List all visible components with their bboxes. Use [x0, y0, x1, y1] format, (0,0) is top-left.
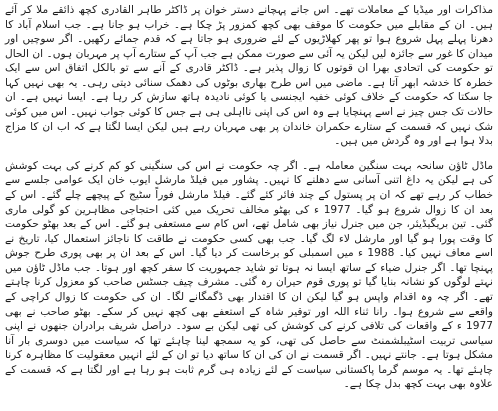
article-paragraph: ماڈل ٹاؤن سانحہ بہت سنگین معاملہ ہے۔ اگر چہ حکومت نے اس کی سنگینی کو کم کرنے کی بہت کوشش کی ہے لیکن یہ داغ اتنی آسانی سے دھلنے کا نہیں۔ پشاور میں فیلڈ مارشل ایوب خان ایک عوامی جلسے سے خطاب کر رہے تھے کہ ان پر پستول کے چند فائر کئے گئے۔ فیلڈ مارشل فوراً سٹیج کے پیچھے چلے گئے۔ اس کے بعد ان کا زوال شروع ہو گیا۔ 1977 ء کی بھٹو مخالف تحریک میں کئی احتجاجی مظاہرین کو گولی ماری گئی۔ تین بریگیڈیئر، جن میں جنرل نیاز بھی شامل تھے، اس کام سے مستعفی ہو گئے۔ اس کے بعد بھٹو حکومت کا وقت پورا ہو گیا اور مارشل لاء لگ گیا۔ جب بھی کسی حکومت نے طاقت کا ناجائز استعمال کیا، تاریخ نے اسے معاف نہیں کیا۔ 1988 ء میں اسمبلی کو برخاست کر دیا گیا۔ اس کے بعد ان پر بھی پوری طرح جوش پہنچا تھا۔ اگر جنرل ضیاء کے ساتھ ایسا نہ ہوتا تو شاید جمہوریت کا سفر کچھ اور ہوتا۔ جب ماڈل ٹاؤن میں نہتے لوگوں کو نشانہ بنایا گیا تو پوری قوم حیران رہ گئی۔ مشرف چیف جسٹس صاحب کو معزول کرنا چاہتے تھے۔ اگر چہ وہ اقدام واپس ہو گیا لیکن ان کا اقتدار بھی ڈگمگانے لگا۔ ان کی حکومت کا زوال کراچی کے واقعے سے شروع ہوا۔ رانا ثناء اللہ اور توقیر شاہ کے استعفے بھی کچھ نہیں کر سکے۔ بھٹو صاحب نے بھی 1977 ء کے واقعات کی تلافی کرنے کی کوشش کی تھی لیکن بے سود۔ دراصل شریف برادران جنھوں نے اپنی سیاسی تربیت اسٹیبلشمنٹ سے حاصل کی تھی، کو یہ سمجھ لینا چاہئے تھا کہ سیاست میں دوسری بار آنا مشکل ہوتا ہے۔ جانتے نہیں۔ اگر قسمت نے ان کی ان کا ساتھ دیا تو ان کے لئے انہیں معقولیت کا مظاہرہ کرنا چاہئے تھا۔ یہ موسم گرما پاکستانی سیاست کے لئے زیادہ ہی گرم ثابت ہو رہا ہے اور لگتا ہے کہ قسمت کے علاوہ بھی بہت کچھ بدل چکا ہے۔	[5, 159, 493, 391]
article-paragraph: مذاکرات اور میڈیا کے معاملات تھے۔ اس جانے پہچانے دستر خوان پر ڈاکٹر طاہر القادری کچھ ذائقے ملا کر آئے ہیں۔ ان کے مقابلے میں حکومت کا موقف بھی کچھ کمزور پڑ چکا ہے۔ خراب ہو جانا ہے۔ جب اسلام آباد کا دھرنا پہلے پہل شروع ہوا تو پھر کھلاڑیوں کے لئے ضروری ہو جاتا ہے کہ قدم جمائے رکھیں۔ اگر سوچیں اور میدان کا غور سے جائزہ لیں لیکن یہ آئی سے صورت ممکن ہے جب آپ کے ستارے آپ پر مہربان ہوں۔ ان الحال تو حکومت کی اتحادی بھرا ان قوتوں کا زوال پذیر ہے۔ ڈاکٹر قادری کے آنے سے تو بالکل اتفاق اس سے ایک خطرہ کا خدشہ ابھر آتا ہے۔ ماضی میں اس طرح بھاری بوٹوں کی دھمک سنائی دیتی رہی۔ یہ بھی نہیں کہا جا سکتا کہ حکومت کے خلاف کوئی خفیہ ایجنسی یا کوئی نادیدہ ہاتھ سازش کر رہا ہے۔ ایسا نہیں ہے۔ ان حالات تک جس چیز نے اسے پہنچایا ہے وہ اس کی اپنی نااہلی ہی ہے جس کا کوئی جواب نہیں۔ اس میں کوئی شک نہیں کہ قسمت کے ستارے حکمران خاندان پر بھی مہربان رہے ہیں لیکن ایسا لگتا ہے کہ اب ان کا مزاج بدلا ہوا ہے اور وہ گردش میں ہیں۔	[5, 4, 493, 148]
